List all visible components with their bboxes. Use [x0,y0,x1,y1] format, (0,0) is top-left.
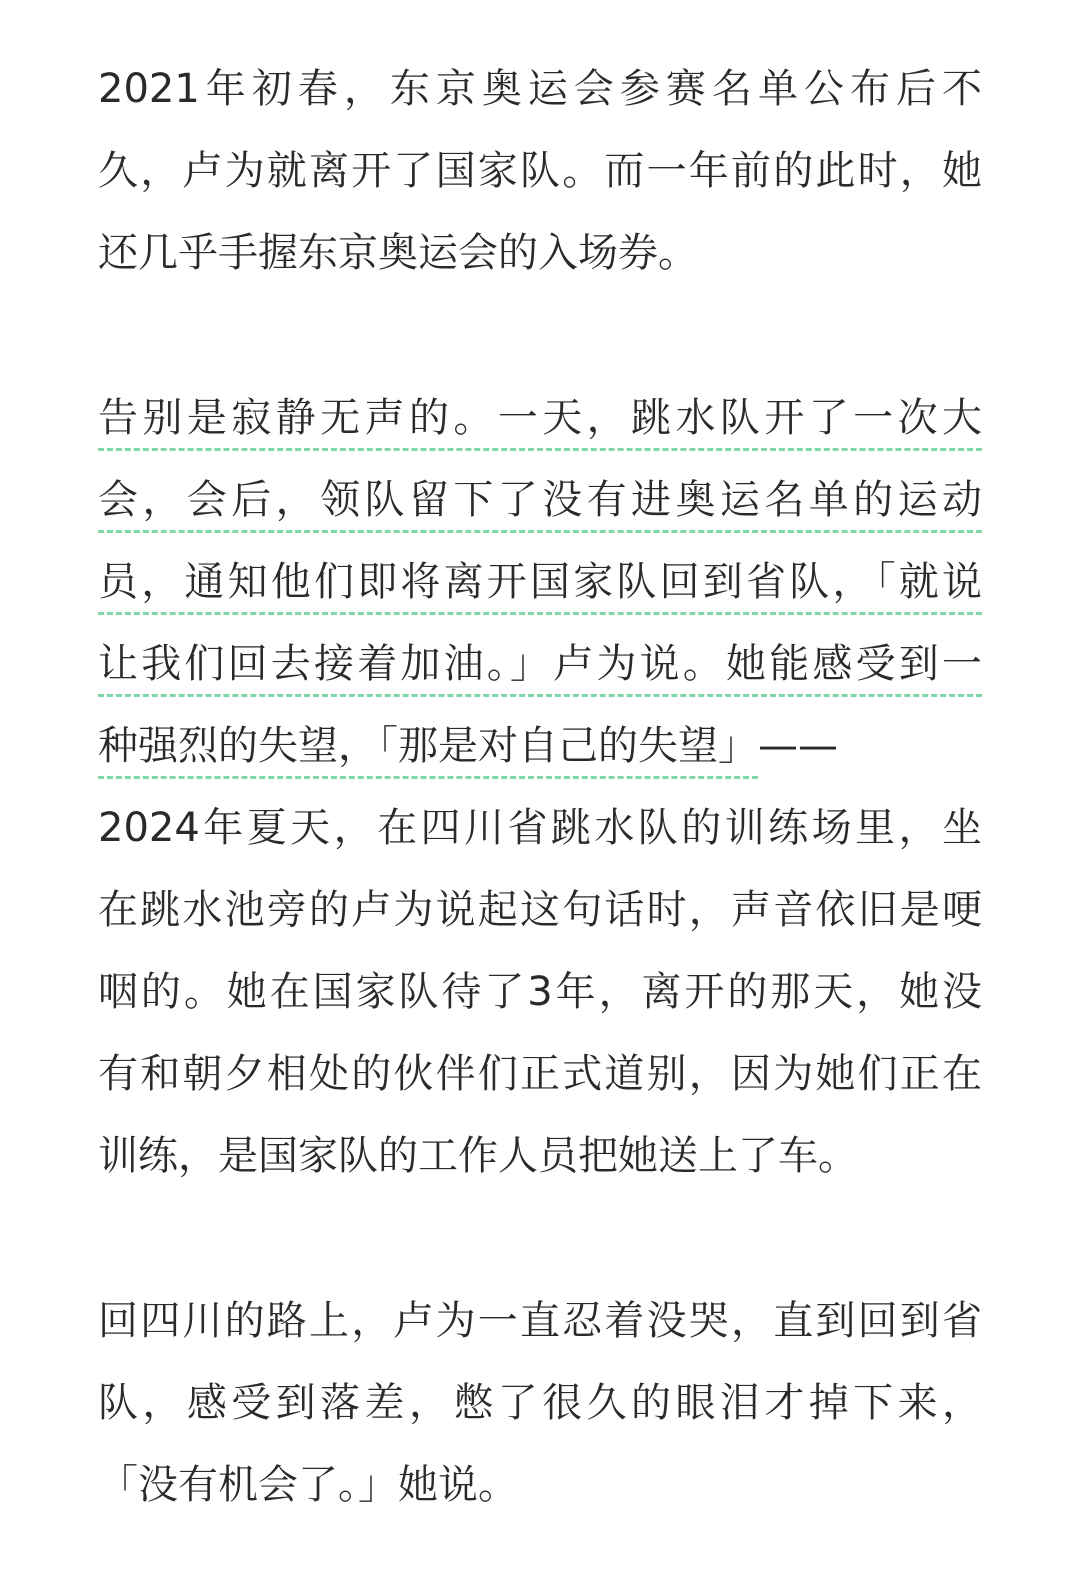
paragraph-2 [98,377,982,1197]
paragraph-gap [98,1197,982,1280]
text-line: 咽的。她在国家队待了3年，离开的那天，她没 [98,969,982,1015]
dash-text: —— [758,723,838,769]
text-line: 训练，是国家队的工作人员把她送上了车。 [98,1133,858,1179]
highlighted-line[interactable]: 会，会后，领队留下了没有进奥运名单的运动 [98,459,982,541]
text-line: 2024年夏天，在四川省跳水队的训练场里，坐 [98,805,982,851]
text-line: 「没有机会了。」她说。 [98,1462,518,1508]
text-line: 2021年初春，东京奥运会参赛名单公布后不 [98,66,982,112]
highlighted-line[interactable]: 让我们回去接着加油。」卢为说。她能感受到一 [98,623,982,705]
text-line [98,705,982,787]
text-line: 在跳水池旁的卢为说起这句话时，声音依旧是哽 [98,887,982,933]
text-line: 久，卢为就离开了国家队。而一年前的此时，她 [98,148,982,194]
text-line: 有和朝夕相处的伙伴们正式道别，因为她们正在 [98,1051,982,1097]
article-body [98,48,982,1526]
highlighted-quote[interactable]: 种强烈的失望，「那是对自己的失望」 [98,716,758,779]
paragraph-1 [98,48,982,294]
paragraph-gap [98,294,982,377]
paragraph-3 [98,1280,982,1526]
text-line: 还几乎手握东京奥运会的入场券。 [98,230,698,276]
text-line: 队，感受到落差，憋了很久的眼泪才掉下来， [98,1380,982,1426]
highlighted-line[interactable]: 告别是寂静无声的。一天，跳水队开了一次大 [98,377,982,459]
text-line: 回四川的路上，卢为一直忍着没哭，直到回到省 [98,1298,982,1344]
highlighted-line[interactable]: 员，通知他们即将离开国家队回到省队，「就说 [98,541,982,623]
